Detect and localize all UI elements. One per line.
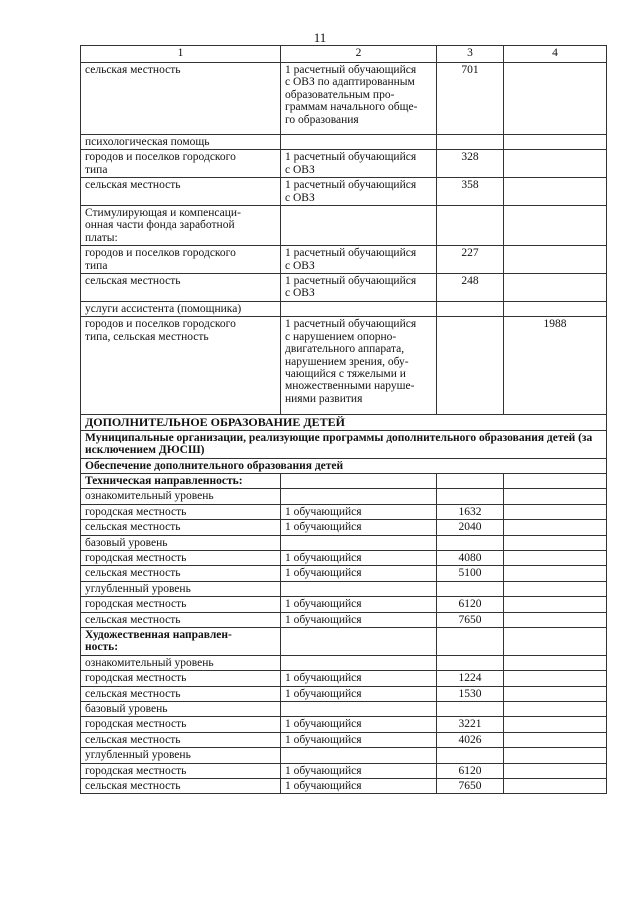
tariff-table: [80, 45, 607, 794]
value-cell: 6120: [437, 597, 504, 612]
area-cell: городская местность: [81, 550, 281, 565]
value-cell: [437, 301, 504, 316]
total-cell: [504, 63, 607, 135]
level-label: углубленный уровень: [81, 581, 281, 596]
unit-cell: 1 обучающийся: [281, 671, 437, 686]
area-cell: сельская местность: [81, 520, 281, 535]
value-cell: [437, 317, 504, 415]
unit-cell: 1 обучающийся: [281, 732, 437, 747]
empty-cell: [437, 702, 504, 717]
total-cell: [504, 550, 607, 565]
level-label: базовый уровень: [81, 535, 281, 550]
area-cell: сельская местность: [81, 612, 281, 627]
level-row: [81, 748, 607, 763]
empty-cell: [281, 627, 437, 655]
value-cell: 227: [437, 246, 504, 274]
area-cell: городская местность: [81, 717, 281, 732]
total-cell: [504, 135, 607, 150]
level-label: базовый уровень: [81, 702, 281, 717]
section-title: ДОПОЛНИТЕЛЬНОЕ ОБРАЗОВАНИЕ ДЕТЕЙ: [81, 415, 607, 430]
table-row: [81, 763, 607, 778]
area-cell: сельская местность: [81, 686, 281, 701]
total-cell: [504, 178, 607, 206]
empty-cell: [281, 535, 437, 550]
unit-cell: 1 обучающийся: [281, 520, 437, 535]
total-cell: [504, 763, 607, 778]
empty-cell: [281, 489, 437, 504]
empty-cell: [437, 748, 504, 763]
column-header-3: 3: [437, 46, 504, 63]
empty-cell: [281, 702, 437, 717]
column-header-2: 2: [281, 46, 437, 63]
indicator-cell: городов и поселков городского типа: [81, 150, 281, 178]
total-cell: [504, 566, 607, 581]
level-label: углубленный уровень: [81, 748, 281, 763]
total-cell: 1988: [504, 317, 607, 415]
unit-cell: 1 обучающийся: [281, 504, 437, 519]
table-row: [81, 206, 607, 246]
table-row: [81, 317, 607, 415]
empty-cell: [281, 581, 437, 596]
unit-cell: 1 обучающийся: [281, 612, 437, 627]
unit-cell: 1 обучающийся: [281, 550, 437, 565]
empty-cell: [437, 581, 504, 596]
area-cell: городская местность: [81, 763, 281, 778]
total-cell: [504, 686, 607, 701]
empty-cell: [437, 535, 504, 550]
total-cell: [504, 779, 607, 794]
indicator-cell: психологическая помощь: [81, 135, 281, 150]
total-cell: [504, 246, 607, 274]
table-row: [81, 178, 607, 206]
table-row: [81, 686, 607, 701]
unit-cell: [281, 135, 437, 150]
provision-row: [81, 458, 607, 473]
value-cell: 1530: [437, 686, 504, 701]
indicator-cell: городов и поселков городского типа, сельская местность: [81, 317, 281, 415]
technical-title-row: [81, 473, 607, 488]
value-cell: 4026: [437, 732, 504, 747]
level-label: ознакомительный уровень: [81, 489, 281, 504]
table-row: [81, 520, 607, 535]
level-row: [81, 489, 607, 504]
table-row: [81, 671, 607, 686]
value-cell: 1632: [437, 504, 504, 519]
unit-cell: 1 обучающийся: [281, 779, 437, 794]
total-cell: [504, 150, 607, 178]
value-cell: [437, 206, 504, 246]
column-header-4: 4: [504, 46, 607, 63]
table-row: [81, 301, 607, 316]
page-number: 11: [313, 30, 327, 45]
unit-cell: 1 обучающийся: [281, 717, 437, 732]
unit-cell: 1 расчетный обучающийся с ОВЗ по адаптированным образовательным про- граммам начального обще- го образования: [281, 63, 437, 135]
table-row: [81, 63, 607, 135]
table-row: [81, 550, 607, 565]
area-cell: городская местность: [81, 671, 281, 686]
area-cell: сельская местность: [81, 732, 281, 747]
unit-cell: 1 расчетный обучающийся с ОВЗ: [281, 150, 437, 178]
level-row: [81, 535, 607, 550]
total-cell: [504, 504, 607, 519]
artistic-title: Художественная направлен- ность:: [81, 627, 281, 655]
value-cell: 6120: [437, 763, 504, 778]
table-row: [81, 566, 607, 581]
column-header-1: 1: [81, 46, 281, 63]
level-row: [81, 581, 607, 596]
value-cell: 701: [437, 63, 504, 135]
unit-cell: [281, 206, 437, 246]
table-row: [81, 597, 607, 612]
area-cell: сельская местность: [81, 779, 281, 794]
table-row: [81, 612, 607, 627]
empty-cell: [437, 473, 504, 488]
empty-cell: [504, 581, 607, 596]
indicator-cell: Стимулирующая и компенсаци- онная части фонда заработной платы:: [81, 206, 281, 246]
organizations-row: [81, 430, 607, 458]
value-cell: 328: [437, 150, 504, 178]
table-row: [81, 504, 607, 519]
empty-cell: [504, 473, 607, 488]
indicator-cell: сельская местность: [81, 274, 281, 302]
area-cell: сельская местность: [81, 566, 281, 581]
indicator-cell: услуги ассистента (помощника): [81, 301, 281, 316]
section-row: [81, 415, 607, 430]
total-cell: [504, 732, 607, 747]
unit-cell: 1 расчетный обучающийся с ОВЗ: [281, 178, 437, 206]
level-label: ознакомительный уровень: [81, 655, 281, 670]
total-cell: [504, 274, 607, 302]
organizations-heading: Муниципальные организации, реализующие программы дополнительного образования детей (за исключением ДЮСШ): [81, 430, 607, 458]
indicator-cell: сельская местность: [81, 63, 281, 135]
table-row: [81, 135, 607, 150]
indicator-cell: городов и поселков городского типа: [81, 246, 281, 274]
total-cell: [504, 597, 607, 612]
table-header-row: [81, 46, 607, 63]
table-row: [81, 732, 607, 747]
table-row: [81, 779, 607, 794]
total-cell: [504, 612, 607, 627]
value-cell: 1224: [437, 671, 504, 686]
empty-cell: [504, 702, 607, 717]
table-row: [81, 150, 607, 178]
total-cell: [504, 520, 607, 535]
empty-cell: [504, 535, 607, 550]
value-cell: 358: [437, 178, 504, 206]
technical-title: Техническая направленность:: [81, 473, 281, 488]
unit-cell: 1 расчетный обучающийся с нарушением опорно- двигательного аппарата, нарушением зрения, обу- чающийся с тяжелыми и множественными наруше- ниями развития: [281, 317, 437, 415]
empty-cell: [437, 489, 504, 504]
unit-cell: 1 обучающийся: [281, 763, 437, 778]
value-cell: 7650: [437, 612, 504, 627]
level-row: [81, 702, 607, 717]
total-cell: [504, 671, 607, 686]
unit-cell: 1 обучающийся: [281, 686, 437, 701]
area-cell: городская местность: [81, 504, 281, 519]
empty-cell: [437, 655, 504, 670]
value-cell: 4080: [437, 550, 504, 565]
value-cell: 7650: [437, 779, 504, 794]
table-row: [81, 717, 607, 732]
unit-cell: [281, 301, 437, 316]
value-cell: 5100: [437, 566, 504, 581]
unit-cell: 1 расчетный обучающийся с ОВЗ: [281, 274, 437, 302]
provision-heading: Обеспечение дополнительного образования детей: [81, 458, 607, 473]
indicator-cell: сельская местность: [81, 178, 281, 206]
value-cell: [437, 135, 504, 150]
area-cell: городская местность: [81, 597, 281, 612]
empty-cell: [504, 489, 607, 504]
unit-cell: 1 обучающийся: [281, 566, 437, 581]
total-cell: [504, 206, 607, 246]
unit-cell: 1 обучающийся: [281, 597, 437, 612]
empty-cell: [504, 655, 607, 670]
empty-cell: [504, 748, 607, 763]
table-row: [81, 246, 607, 274]
empty-cell: [437, 627, 504, 655]
empty-cell: [281, 473, 437, 488]
total-cell: [504, 301, 607, 316]
level-row: [81, 655, 607, 670]
value-cell: 248: [437, 274, 504, 302]
empty-cell: [504, 627, 607, 655]
empty-cell: [281, 655, 437, 670]
value-cell: 3221: [437, 717, 504, 732]
unit-cell: 1 расчетный обучающийся с ОВЗ: [281, 246, 437, 274]
value-cell: 2040: [437, 520, 504, 535]
table-row: [81, 274, 607, 302]
empty-cell: [281, 748, 437, 763]
total-cell: [504, 717, 607, 732]
artistic-title-row: [81, 627, 607, 655]
